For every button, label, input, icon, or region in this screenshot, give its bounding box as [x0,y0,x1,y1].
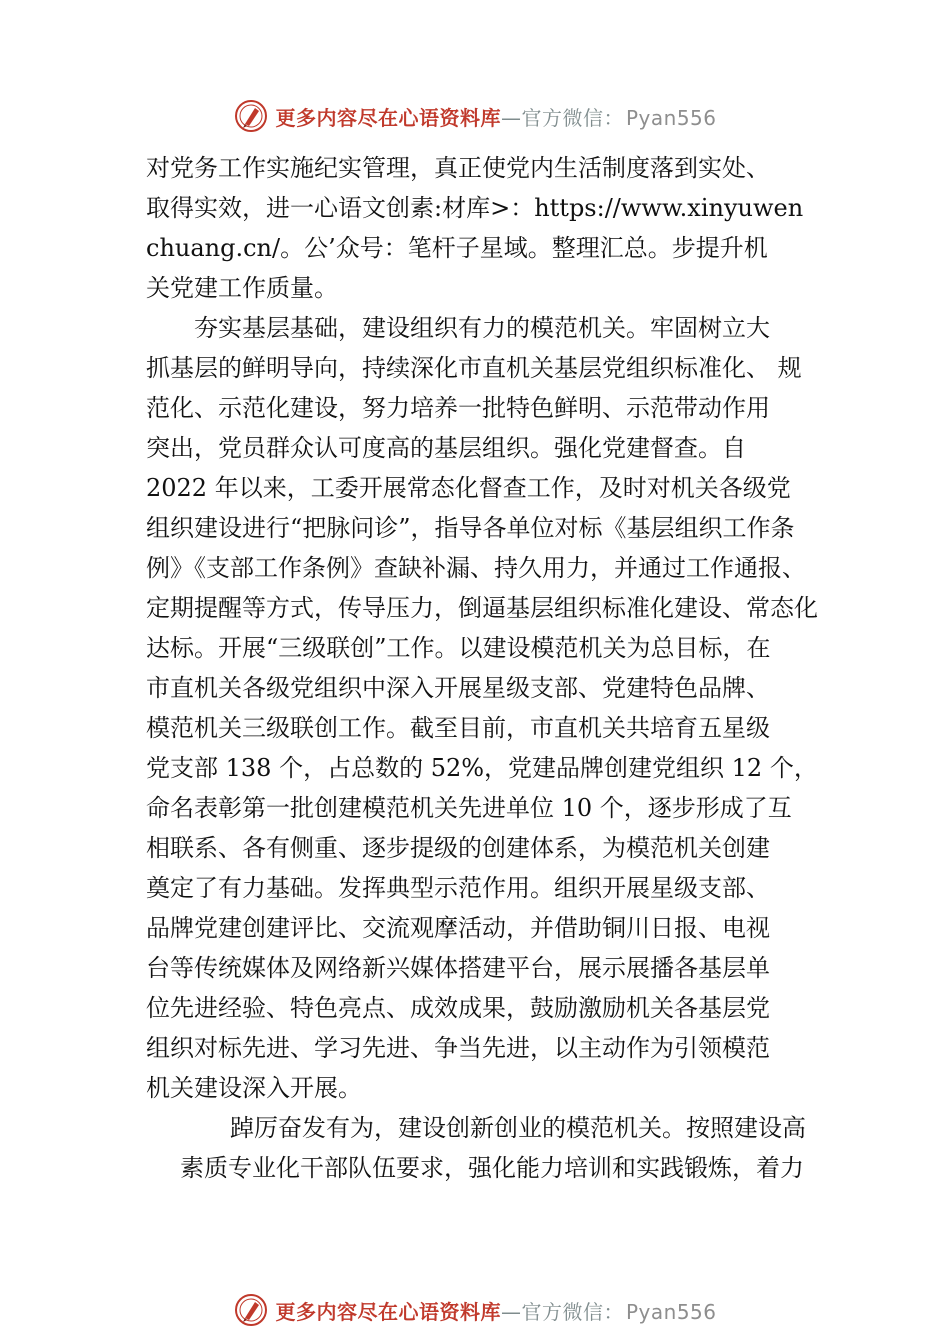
text-line: 抓基层的鲜明导向，持续深化市直机关基层党组织标准化、 规 [146,354,802,382]
text-line: 党支部 138 个，占总数的 52%，党建品牌创建党组织 12 个， [146,754,818,782]
footer-banner [0,1290,950,1330]
text-line: 位先进经验、特色亮点、成效成果，鼓励激励机关各基层党 [146,994,770,1022]
banner-dash: — [500,105,522,130]
paragraph-start-line: 夯实基层基础，建设组织有力的模范机关。牢固树立大 [194,314,770,342]
text-line: 范化、示范化建设，努力培养一批特色鲜明、示范带动作用 [146,394,770,422]
text-line: 对党务工作实施纪实管理，真正使党内生活制度落到实处、 [146,154,770,182]
text-line: 机关建设深入开展。 [146,1074,362,1102]
banner-wechat-label: 官方微信： [521,1299,624,1324]
text-line: 台等传统媒体及网络新兴媒体搭建平台，展示展播各基层单 [146,954,770,982]
banner-wechat-id: Pyan556 [625,105,717,130]
text-line: 模范机关三级联创工作。截至目前，市直机关共培育五星级 [146,714,770,742]
text-line: 取得实效，进一心语文创素:材库>：https://www.xinyuwen [146,194,804,222]
text-line: 命名表彰第一批创建模范机关先进单位 10 个，逐步形成了互 [146,794,792,822]
text-line: 关党建工作质量。 [146,274,338,302]
text-line: 达标。开展“三级联创”工作。以建设模范机关为总目标，在 [146,634,771,662]
text-line: 素质专业化干部队伍要求，强化能力培训和实践锻炼，着力 [180,1154,804,1182]
pen-nib-seal-icon [233,98,269,134]
text-line: 组织建设进行“把脉问诊”，指导各单位对标《基层组织工作条 [146,514,795,542]
banner-title: 更多内容尽在心语资料库 [275,105,501,130]
text-line: chuang.cn/。公’众号：笔杆子星域。整理汇总。步提升机 [146,234,768,262]
banner-title: 更多内容尽在心语资料库 [275,1299,501,1324]
banner-wechat-label: 官方微信： [521,105,624,130]
text-line: 例》《支部工作条例》查缺补漏、持久用力，并通过工作通报、 [146,554,806,582]
text-line: 定期提醒等方式，传导压力，倒逼基层组织标准化建设、常态化 [146,594,818,622]
header-banner [0,96,950,136]
banner-wechat-id: Pyan556 [625,1299,717,1324]
banner-text [275,1296,716,1325]
banner-dash: — [500,1299,522,1324]
text-line: 相联系、各有侧重、逐步提级的创建体系，为模范机关创建 [146,834,770,862]
pen-nib-seal-icon [233,1292,269,1328]
text-line: 组织对标先进、学习先进、争当先进，以主动作为引领模范 [146,1034,770,1062]
text-line: 奠定了有力基础。发挥典型示范作用。组织开展星级支部、 [146,874,770,902]
document-body [146,148,826,1188]
text-line: 2022 年以来，工委开展常态化督查工作，及时对机关各级党 [146,474,791,502]
text-line: 品牌党建创建评比、交流观摩活动，并借助铜川日报、电视 [146,914,770,942]
paragraph-start-line: 踔厉奋发有为，建设创新创业的模范机关。按照建设高 [230,1114,806,1142]
text-line: 突出，党员群众认可度高的基层组织。强化党建督查。自 [146,434,746,462]
banner-text [275,102,716,131]
text-line: 市直机关各级党组织中深入开展星级支部、党建特色品牌、 [146,674,770,702]
